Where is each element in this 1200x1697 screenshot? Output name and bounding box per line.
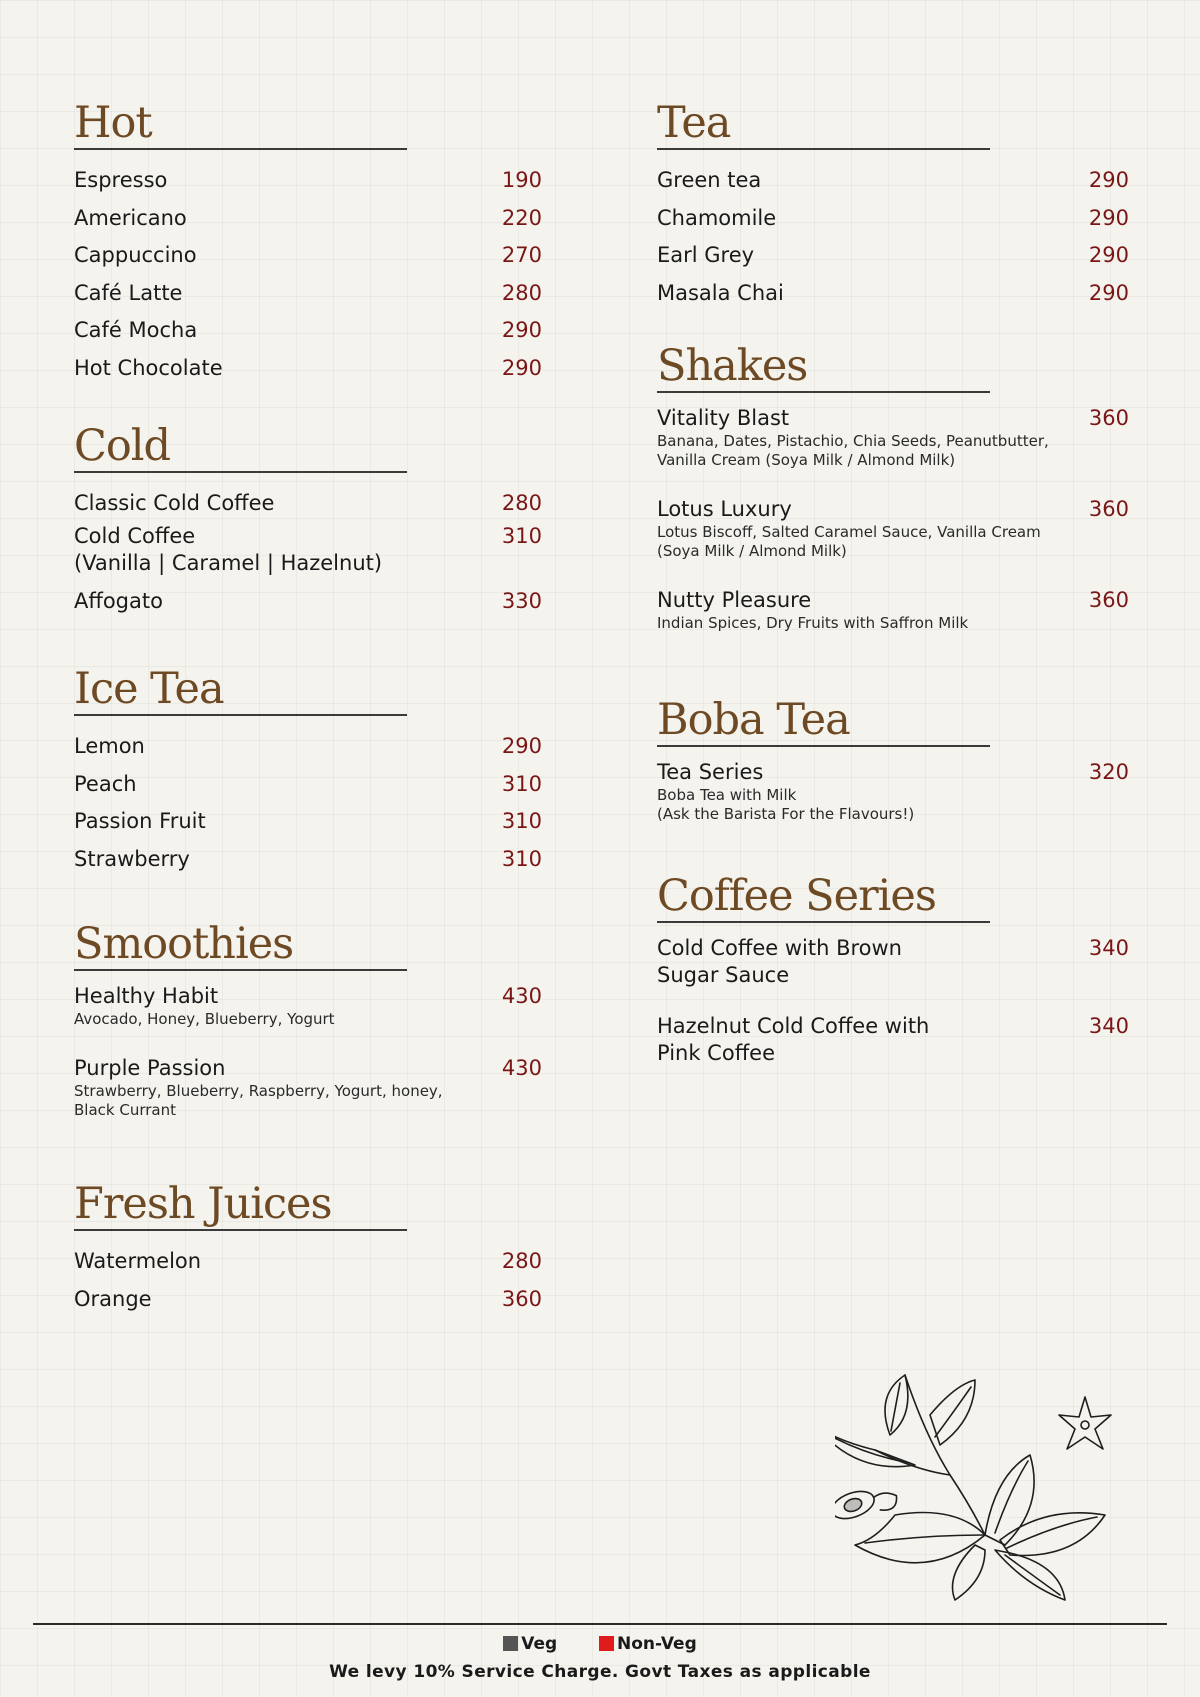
item-description: Banana, Dates, Pistachio, Chia Seeds, Peanutbutter, Vanilla Cream (Soya Milk / Almond Milk) (657, 432, 1049, 469)
section-coffee-series (657, 873, 1129, 1071)
item-price: 360 (501, 1286, 542, 1311)
menu-item (74, 162, 542, 200)
section-hot (74, 100, 542, 387)
item-description: Boba Tea with Milk (657, 786, 797, 804)
item-name: Watermelon (74, 1249, 202, 1273)
item-price: 330 (501, 588, 542, 613)
item-price: 280 (501, 1249, 542, 1273)
divider (74, 148, 407, 150)
item-price: 290 (1088, 280, 1129, 305)
menu-item (74, 728, 542, 766)
menu-item (657, 587, 1129, 633)
menu-item (74, 766, 542, 804)
item-description: Lotus Biscoff, Salted Caramel Sauce, Vanilla Cream (Soya Milk / Almond Milk) (657, 523, 1041, 560)
item-description: Avocado, Honey, Blueberry, Yogurt (74, 1010, 335, 1028)
menu-item (657, 200, 1129, 238)
divider (657, 921, 990, 923)
menu-item (74, 583, 542, 621)
menu-item (74, 983, 542, 1029)
item-name: Café Latte (74, 280, 183, 305)
item-price: 290 (501, 355, 542, 380)
service-charge-note: We levy 10% Service Charge. Govt Taxes as applicable (329, 1662, 871, 1682)
footer-divider (33, 1623, 1167, 1625)
section-title: Cold (74, 421, 171, 471)
item-price: 310 (501, 771, 542, 796)
section-title: Coffee Series (657, 871, 936, 921)
menu-item (74, 1281, 542, 1319)
item-price: 430 (501, 984, 542, 1008)
item-price: 360 (1088, 406, 1129, 430)
menu-item (657, 237, 1129, 275)
item-price: 270 (501, 243, 542, 267)
menu-item (657, 275, 1129, 313)
item-price: 280 (501, 280, 542, 305)
item-name: Espresso (74, 168, 168, 192)
divider (74, 471, 407, 473)
divider (657, 148, 990, 150)
menu-item (74, 200, 542, 238)
item-name: Purple Passion (74, 1056, 226, 1080)
item-name: Hazelnut Cold Coffee with Pink Coffee (657, 1014, 930, 1065)
item-price: 290 (1088, 205, 1129, 230)
divider (657, 745, 990, 747)
item-price: 290 (1088, 168, 1129, 192)
item-price: 310 (501, 809, 542, 833)
menu-item (74, 485, 542, 523)
menu-item (74, 312, 542, 350)
item-name: Cold Coffee (74, 523, 196, 548)
nonveg-square-icon (599, 1636, 614, 1651)
item-name: Classic Cold Coffee (74, 491, 275, 515)
section-cold (74, 423, 542, 620)
section-title: Shakes (657, 341, 808, 391)
item-note: (Ask the Barista For the Flavours!) (657, 805, 915, 823)
item-price: 310 (501, 523, 542, 548)
menu-item (74, 237, 542, 275)
menu-item (74, 275, 542, 313)
veg-label: Veg (521, 1634, 558, 1654)
item-name: Orange (74, 1286, 152, 1311)
divider (74, 1229, 407, 1231)
menu-item (657, 496, 1129, 561)
item-price: 290 (1088, 243, 1129, 267)
item-price: 430 (501, 1056, 542, 1080)
item-name: Masala Chai (657, 280, 784, 305)
menu-item (74, 523, 542, 577)
item-variants: (Vanilla | Caramel | Hazelnut) (74, 550, 383, 575)
veg-square-icon (503, 1636, 518, 1651)
section-title: Boba Tea (657, 695, 850, 745)
item-name: Earl Grey (657, 243, 755, 267)
item-price: 320 (1088, 760, 1129, 784)
item-name: Healthy Habit (74, 984, 219, 1008)
item-price: 340 (1088, 936, 1129, 960)
item-name: Vitality Blast (657, 406, 790, 430)
item-name: Café Mocha (74, 318, 198, 342)
item-name: Strawberry (74, 846, 190, 871)
menu-item (657, 405, 1129, 470)
section-title: Ice Tea (74, 664, 224, 714)
item-price: 360 (1088, 588, 1129, 612)
item-price: 220 (501, 205, 542, 230)
section-title: Fresh Juices (74, 1179, 332, 1229)
divider (74, 714, 407, 716)
section-fresh-juices (74, 1181, 542, 1318)
item-name: Tea Series (657, 760, 764, 784)
item-name: Cappuccino (74, 243, 197, 267)
item-description: Strawberry, Blueberry, Raspberry, Yogurt, honey, Black Currant (74, 1082, 443, 1119)
item-price: 190 (501, 168, 542, 192)
section-smoothies (74, 921, 542, 1124)
item-name: Lemon (74, 734, 145, 758)
item-name: Americano (74, 205, 187, 230)
nonveg-label: Non-Veg (617, 1634, 697, 1654)
leaves-star-anise-illustration (835, 1365, 1145, 1605)
item-description: Indian Spices, Dry Fruits with Saffron Milk (657, 614, 969, 632)
item-price: 360 (1088, 497, 1129, 521)
section-ice-tea (74, 666, 542, 878)
divider (657, 391, 990, 393)
menu-item (657, 759, 1129, 824)
item-price: 290 (501, 734, 542, 758)
section-shakes (657, 343, 1129, 637)
item-name: Cold Coffee with Brown Sugar Sauce (657, 936, 902, 987)
menu-item (74, 1055, 542, 1120)
divider (74, 969, 407, 971)
item-name: Hot Chocolate (74, 355, 223, 380)
menu-item (74, 841, 542, 879)
item-name: Green tea (657, 168, 762, 192)
section-title: Smoothies (74, 919, 294, 969)
section-boba-tea (657, 697, 1129, 828)
item-name: Peach (74, 771, 137, 796)
diet-legend (0, 1634, 1200, 1654)
item-price: 340 (1088, 1014, 1129, 1038)
menu-item (657, 935, 1129, 989)
item-name: Passion Fruit (74, 809, 206, 833)
menu-item (74, 350, 542, 388)
section-title: Tea (657, 98, 731, 148)
section-title: Hot (74, 98, 152, 148)
menu-item (74, 803, 542, 841)
item-name: Affogato (74, 588, 163, 613)
menu-item (657, 1013, 1129, 1067)
menu-item (74, 1243, 542, 1281)
item-name: Nutty Pleasure (657, 588, 812, 612)
item-price: 280 (501, 491, 542, 515)
item-name: Chamomile (657, 205, 777, 230)
section-tea (657, 100, 1129, 312)
menu-item (657, 162, 1129, 200)
item-price: 290 (501, 318, 542, 342)
item-name: Lotus Luxury (657, 497, 792, 521)
item-price: 310 (501, 846, 542, 871)
